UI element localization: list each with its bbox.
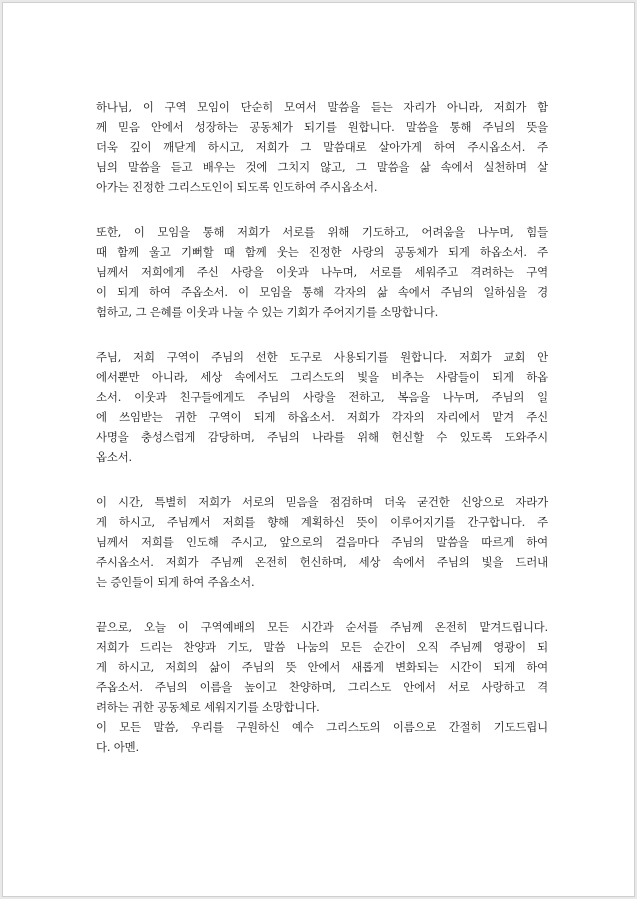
document-page [2,2,635,897]
text-line: 주옵소서. 주님의 이름을 높이고 찬양하며, 그리스도 안에서 서로 사랑하고 격 [96,680,548,694]
text-line: 저희가 드리는 찬양과 기도, 말씀 나눔의 모든 순간이 오직 주님께 영광이 되 [96,640,548,654]
paragraph-2 [96,222,548,322]
text-line: 님의 말씀을 듣고 배우는 것에 그치지 않고, 그 말씀을 삶 속에서 실천하며 살 [96,160,548,174]
text-line: 이 모든 말씀, 우리를 구원하신 예수 그리스도의 이름으로 간절히 기도드립니 [96,720,548,734]
text-line: 다. 아멘. [96,740,139,754]
text-line: 려하는 귀한 공동체로 세워지기를 소망합니다. [96,700,320,714]
text-line: 아가는 진정한 그리스도인이 되도록 인도하여 주시옵소서. [96,180,378,194]
text-line: 끝으로, 오늘 이 구역예배의 모든 시간과 순서를 주님께 온전히 맡겨드립니다. [96,620,548,634]
text-line: 사명을 충성스럽게 감당하며, 주님의 나라를 위해 헌신할 수 있도록 도와주시 [96,430,548,444]
text-line: 에서뿐만 아니라, 세상 속에서도 그리스도의 빛을 비추는 사람들이 되게 하옵 [96,370,548,384]
text-line: 주님, 저희 구역이 주님의 선한 도구로 사용되기를 원합니다. 저희가 교회 안 [96,350,548,364]
paragraph-6 [96,717,548,757]
paragraph-1 [96,97,548,197]
text-line: 소서. 이웃과 친구들에게도 주님의 사랑을 전하고, 복음을 나누며, 주님의 일 [96,390,548,404]
text-line: 님께서 저희를 인도해 주시고, 앞으로의 걸음마다 주님의 말씀을 따르게 하여 [96,535,548,549]
text-line: 께 믿음 안에서 성장하는 공동체가 되기를 원합니다. 말씀을 통해 주님의 뜻을 [96,120,548,134]
text-line: 게 하시고, 주님께서 저희를 향해 계획하신 뜻이 이루어지기를 간구합니다. 주 [96,515,548,529]
text-line: 님께서 저희에게 주신 사랑을 이웃과 나누며, 서로를 세워주고 격려하는 구역 [96,265,548,279]
paragraph-3 [96,347,548,467]
text-line: 때 함께 울고 기뻐할 때 함께 웃는 진정한 사랑의 공동체가 되게 하옵소서. 주 [96,245,548,259]
text-line: 옵소서. [96,450,133,464]
text-line: 하나님, 이 구역 모임이 단순히 모여서 말씀을 듣는 자리가 아니라, 저희가 함 [96,100,548,114]
text-line: 더욱 깊이 깨닫게 하시고, 저희가 그 말씀대로 살아가게 하여 주시옵소서. 주 [96,140,548,154]
text-line: 험하고, 그 은혜를 이웃과 나눌 수 있는 기회가 주어지기를 소망합니다. [96,305,439,319]
text-line: 주시옵소서. 저희가 주님께 온전히 헌신하며, 세상 속에서 주님의 빛을 드러내 [96,555,548,569]
text-line: 이 시간, 특별히 저희가 서로의 믿음을 점검하며 더욱 굳건한 신앙으로 자라가 [96,495,548,509]
text-line: 에 쓰임받는 귀한 구역이 되게 하옵소서. 저희가 각자의 자리에서 맡겨 주신 [96,410,548,424]
text-line: 또한, 이 모임을 통해 저희가 서로를 위해 기도하고, 어려움을 나누며, 힘들 [96,225,548,239]
paragraph-4 [96,492,548,592]
text-line: 게 하시고, 저희의 삶이 주님의 뜻 안에서 새롭게 변화되는 시간이 되게 하여 [96,660,548,674]
paragraph-5 [96,617,548,717]
text-line: 는 증인들이 되게 하여 주옵소서. [96,575,255,589]
document-body [96,97,548,757]
text-line: 이 되게 하여 주옵소서. 이 모임을 통해 각자의 삶 속에서 주님의 일하심을 경 [96,285,548,299]
